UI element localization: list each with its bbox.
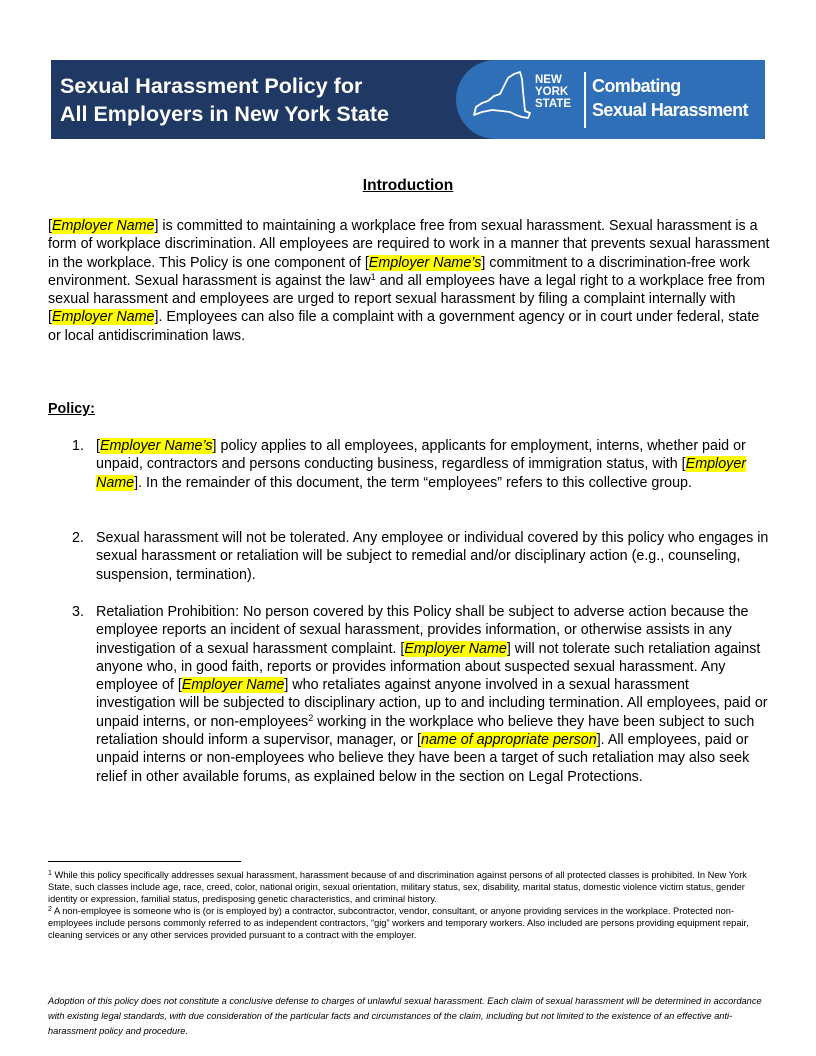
placeholder-employer-name: Employer Name — [181, 677, 285, 694]
footnote-text: A non-employee is someone who is (or is employed by) a contractor, subcontractor, vendor, consultant, or anyone providing services in the workplace. Protected non-employees include persons commonly referred to as independent contractors, “gig” workers and temporary workers. Also included are persons providing equipment repair, cleaning services or any other services provided pursuant to a contract with the employer. — [48, 906, 749, 940]
footnote-text: While this policy specifically addresses sexual harassment, harassment because of and discrimination against persons of all protected classes is prohibited. In New York State, such classes include age, race, creed, color, national origin, sexual orientation, military status, sex, disability, marital status, domestic violence victim status, gender identity or expression, familial status, predisposing genetic characteristics, and criminal history. — [48, 870, 747, 904]
state-word-york: YORK — [535, 86, 569, 98]
list-number: 1. — [72, 438, 84, 454]
campaign-line-2: Sexual Harassment — [592, 100, 748, 120]
new-york-state-map-icon — [470, 69, 534, 125]
campaign-name — [592, 74, 748, 122]
footnote-mark: 2 — [48, 906, 52, 913]
placeholder-employer-names: Employer Name’s — [99, 438, 213, 454]
document-title — [60, 72, 389, 128]
title-line-2: All Employers in New York State — [60, 102, 389, 126]
footnote-1 — [48, 869, 768, 905]
state-word-new: NEW — [535, 74, 562, 86]
list-number: 2. — [72, 530, 84, 546]
logo-divider — [584, 72, 586, 128]
title-line-1: Sexual Harassment Policy for — [60, 74, 363, 98]
campaign-line-1: Combating — [592, 76, 681, 96]
new-york-state-wordmark — [535, 74, 571, 110]
placeholder-employer-name: Employer Name — [96, 456, 747, 491]
placeholder-employer-name: Employer Name — [51, 309, 155, 326]
footnote-mark: 1 — [48, 870, 52, 877]
footnote-ref-1: 1 — [370, 271, 376, 282]
placeholder-appropriate-person: name of appropriate person — [421, 732, 597, 749]
list-number: 3. — [72, 604, 84, 620]
footnote-separator — [48, 861, 241, 862]
header-banner — [51, 60, 765, 139]
intro-text-1: [ — [48, 218, 52, 234]
state-word-state: STATE — [535, 98, 571, 110]
campaign-logo-panel — [456, 60, 765, 139]
intro-text-3: ] commitment to a discrimination-free work environment. Sexual harassment is against the law — [48, 254, 750, 289]
placeholder-employer-name: Employer Name — [51, 218, 155, 234]
policy-heading: Policy: — [48, 401, 95, 417]
footnote-ref-2: 2 — [308, 712, 314, 723]
policy-item-text: [Employer Name’s] policy applies to all employees, applicants for employment, interns, whether paid or unpaid, contractors and persons conducting business, regardless of immigration status, with [Employer Name]. In the remainder of this document, the term “employees” refers to this collective group. — [96, 438, 747, 491]
intro-text-4: and all employees have a legal right to a workplace free from sexual harassment and employees are urged to report sexual harassment by filing a complaint internally with [ — [48, 272, 766, 326]
intro-text-2: ] is committed to maintaining a workplace free from sexual harassment. Sexual harassment is a form of workplace discrimination. All employees are required to work in a manner that prevents sexual harassment in the workplace. This Policy is one component of [ — [48, 218, 770, 271]
introduction-heading: Introduction — [362, 177, 454, 194]
placeholder-employer-name: Employer Name — [404, 640, 507, 657]
footnote-2 — [48, 905, 768, 941]
intro-text-5: ]. Employees can also file a complaint with a government agency or in court under federal, state or local antidiscrimination laws. — [48, 309, 760, 344]
policy-item-text: Sexual harassment will not be tolerated. Any employee or individual covered by this policy who engages in sexual harassment or retaliation will be subject to remedial and/or disciplinary action (e.g., counseling, suspension, termination). — [96, 530, 769, 583]
placeholder-employer-names: Employer Name’s — [368, 254, 482, 271]
introduction-paragraph — [48, 217, 770, 345]
policy-item-text: Retaliation Prohibition: No person covered by this Policy shall be subject to adverse action because the employee reports an incident of sexual harassment, provides information, or otherwise assists in any investigation of a sexual harassment complaint. [Employer Name] will not tolerate such retaliation against anyone who, in good faith, reports or provides information about suspected sexual harassment. Any employee of [Employer Name] who retaliates against anyone involved in a sexual harassment investigation will be subjected to disciplinary action, up to and including termination. All employees, paid or unpaid interns, or non-employees$^2$ working in the workplace who believe they have been subject to such retaliation should inform a supervisor, manager, or [name of appropriate person]. All employees, paid or unpaid interns or non-employees who believe they have been a target of such retaliation may also seek relief in other available forums, as explained below in the section on Legal Protections. — [96, 604, 768, 785]
legal-disclaimer: Adoption of this policy does not constitute a conclusive defense to charges of unlawful sexual harassment. Each claim of sexual harassment will be determined in accordance with existing legal standards, with due consideration of the particular facts and circumstances of the claim, including but not limited to the existence of an effective anti-harassment policy and procedure. — [48, 996, 762, 1036]
